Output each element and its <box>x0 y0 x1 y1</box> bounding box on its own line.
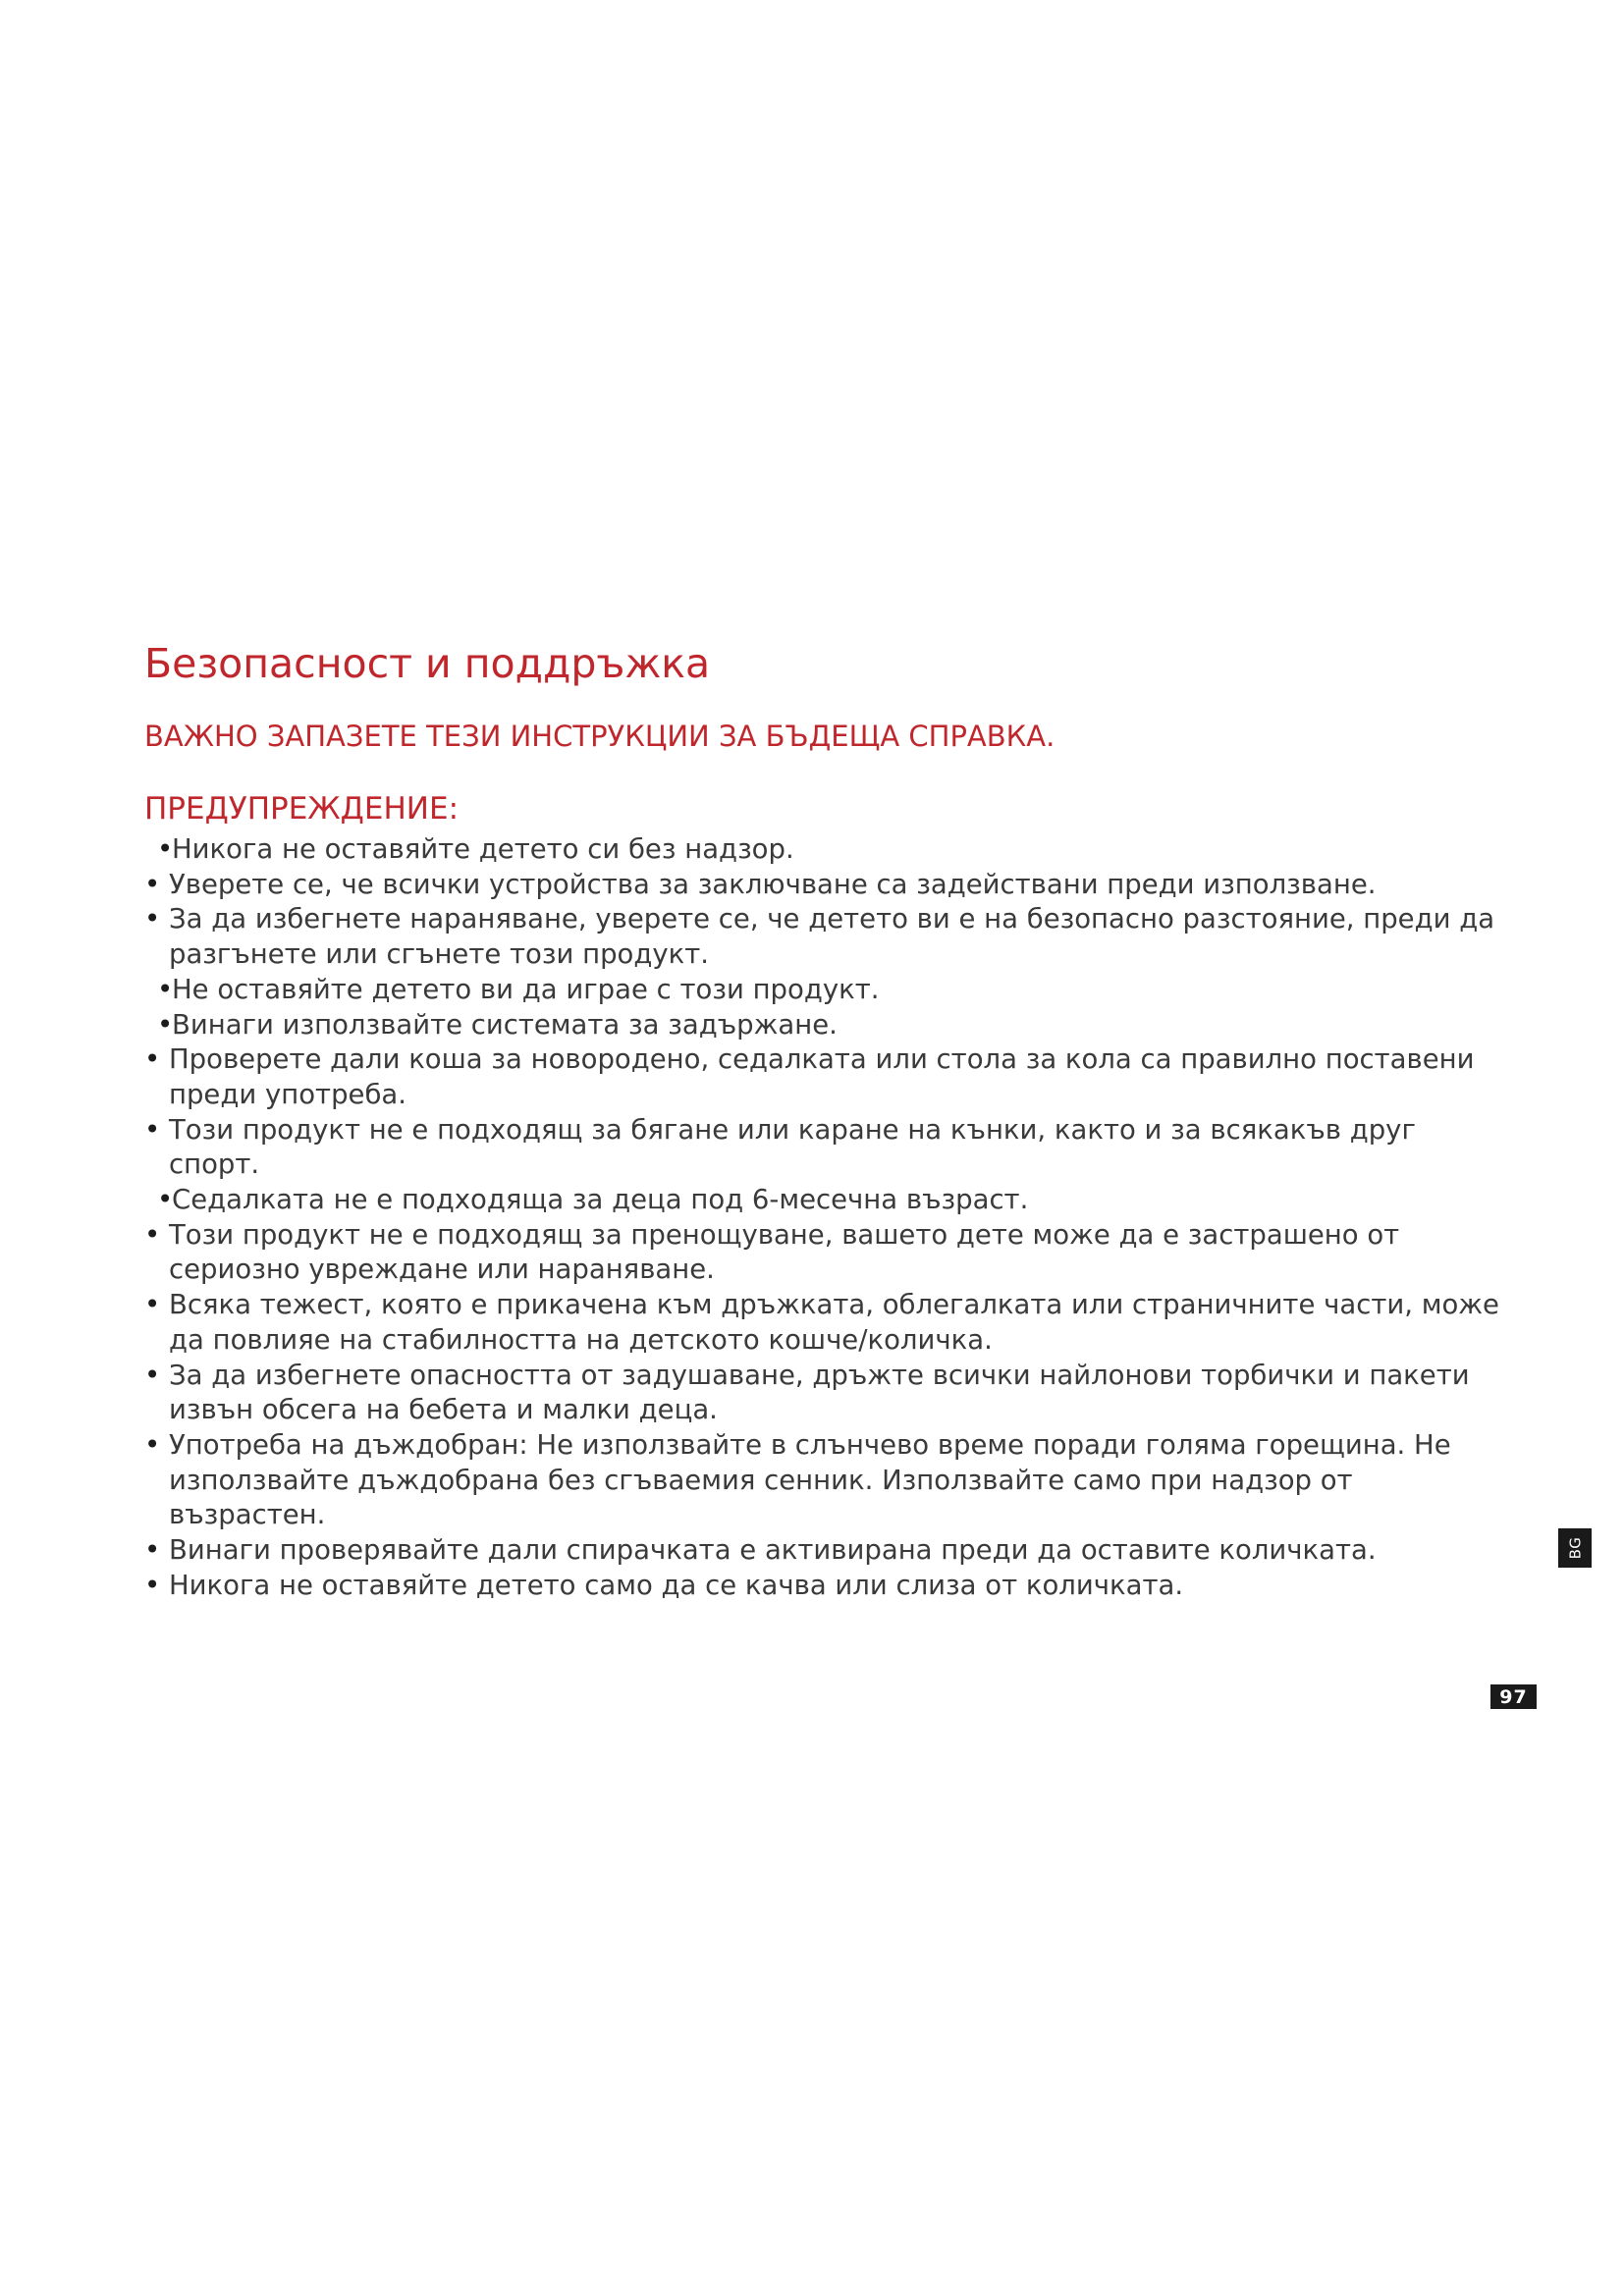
list-item: • Седалката не е подходяща за деца под 6-месечна възраст. <box>144 1183 1499 1218</box>
list-item: • Не оставяйте детето ви да играе с този продукт. <box>144 973 1499 1008</box>
list-item: • Употреба на дъждобран: Не използвайте в слънчево време поради голяма горещина. Не използвайте дъждобрана без сгъваемия сенник. Използвайте само при надзор от възрастен. <box>144 1428 1499 1533</box>
page-title: Безопасност и поддръжка <box>144 640 711 687</box>
list-item: • Този продукт не е подходящ за бягане или каране на кънки, както и за всякакъв друг спорт. <box>144 1113 1499 1183</box>
important-notice: ВАЖНО ЗАПАЗЕТЕ ТЕЗИ ИНСТРУКЦИИ ЗА БЪДЕЩА СПРАВКА. <box>144 720 1056 753</box>
warning-heading: ПРЕДУПРЕЖДЕНИЕ: <box>144 791 460 827</box>
list-item: • Проверете дали коша за новородено, седалката или стола за кола са правилно поставени преди употреба. <box>144 1042 1499 1112</box>
warning-list <box>144 832 1499 1603</box>
list-item: • Този продукт не е подходящ за пренощуване, вашето дете може да е застрашено от сериозно увреждане или нараняване. <box>144 1218 1499 1288</box>
language-tab <box>1558 1528 1592 1568</box>
list-item: • Винаги проверявайте дали спирачката е активирана преди да оставите количката. <box>144 1533 1499 1569</box>
list-item: • Никога не оставяйте детето само да се качва или слиза от количката. <box>144 1569 1499 1604</box>
list-item: • Винаги използвайте системата за задържане. <box>144 1008 1499 1043</box>
list-item: • Никога не оставяйте детето си без надзор. <box>144 832 1499 868</box>
list-item: • За да избегнете нараняване, уверете се, че детето ви е на безопасно разстояние, преди да разгънете или сгънете този продукт. <box>144 902 1499 972</box>
language-code: BG <box>1566 1536 1584 1560</box>
list-item: • За да избегнете опасността от задушаване, дръжте всички найлонови торбички и пакети извън обсега на бебета и малки деца. <box>144 1359 1499 1428</box>
list-item: • Уверете се, че всички устройства за заключване са задействани преди използване. <box>144 868 1499 903</box>
page-number: 97 <box>1490 1684 1537 1709</box>
list-item: • Всяка тежест, която е прикачена към дръжката, облегалката или страничните части, може да повлияе на стабилността на детското кошче/количка. <box>144 1288 1499 1358</box>
